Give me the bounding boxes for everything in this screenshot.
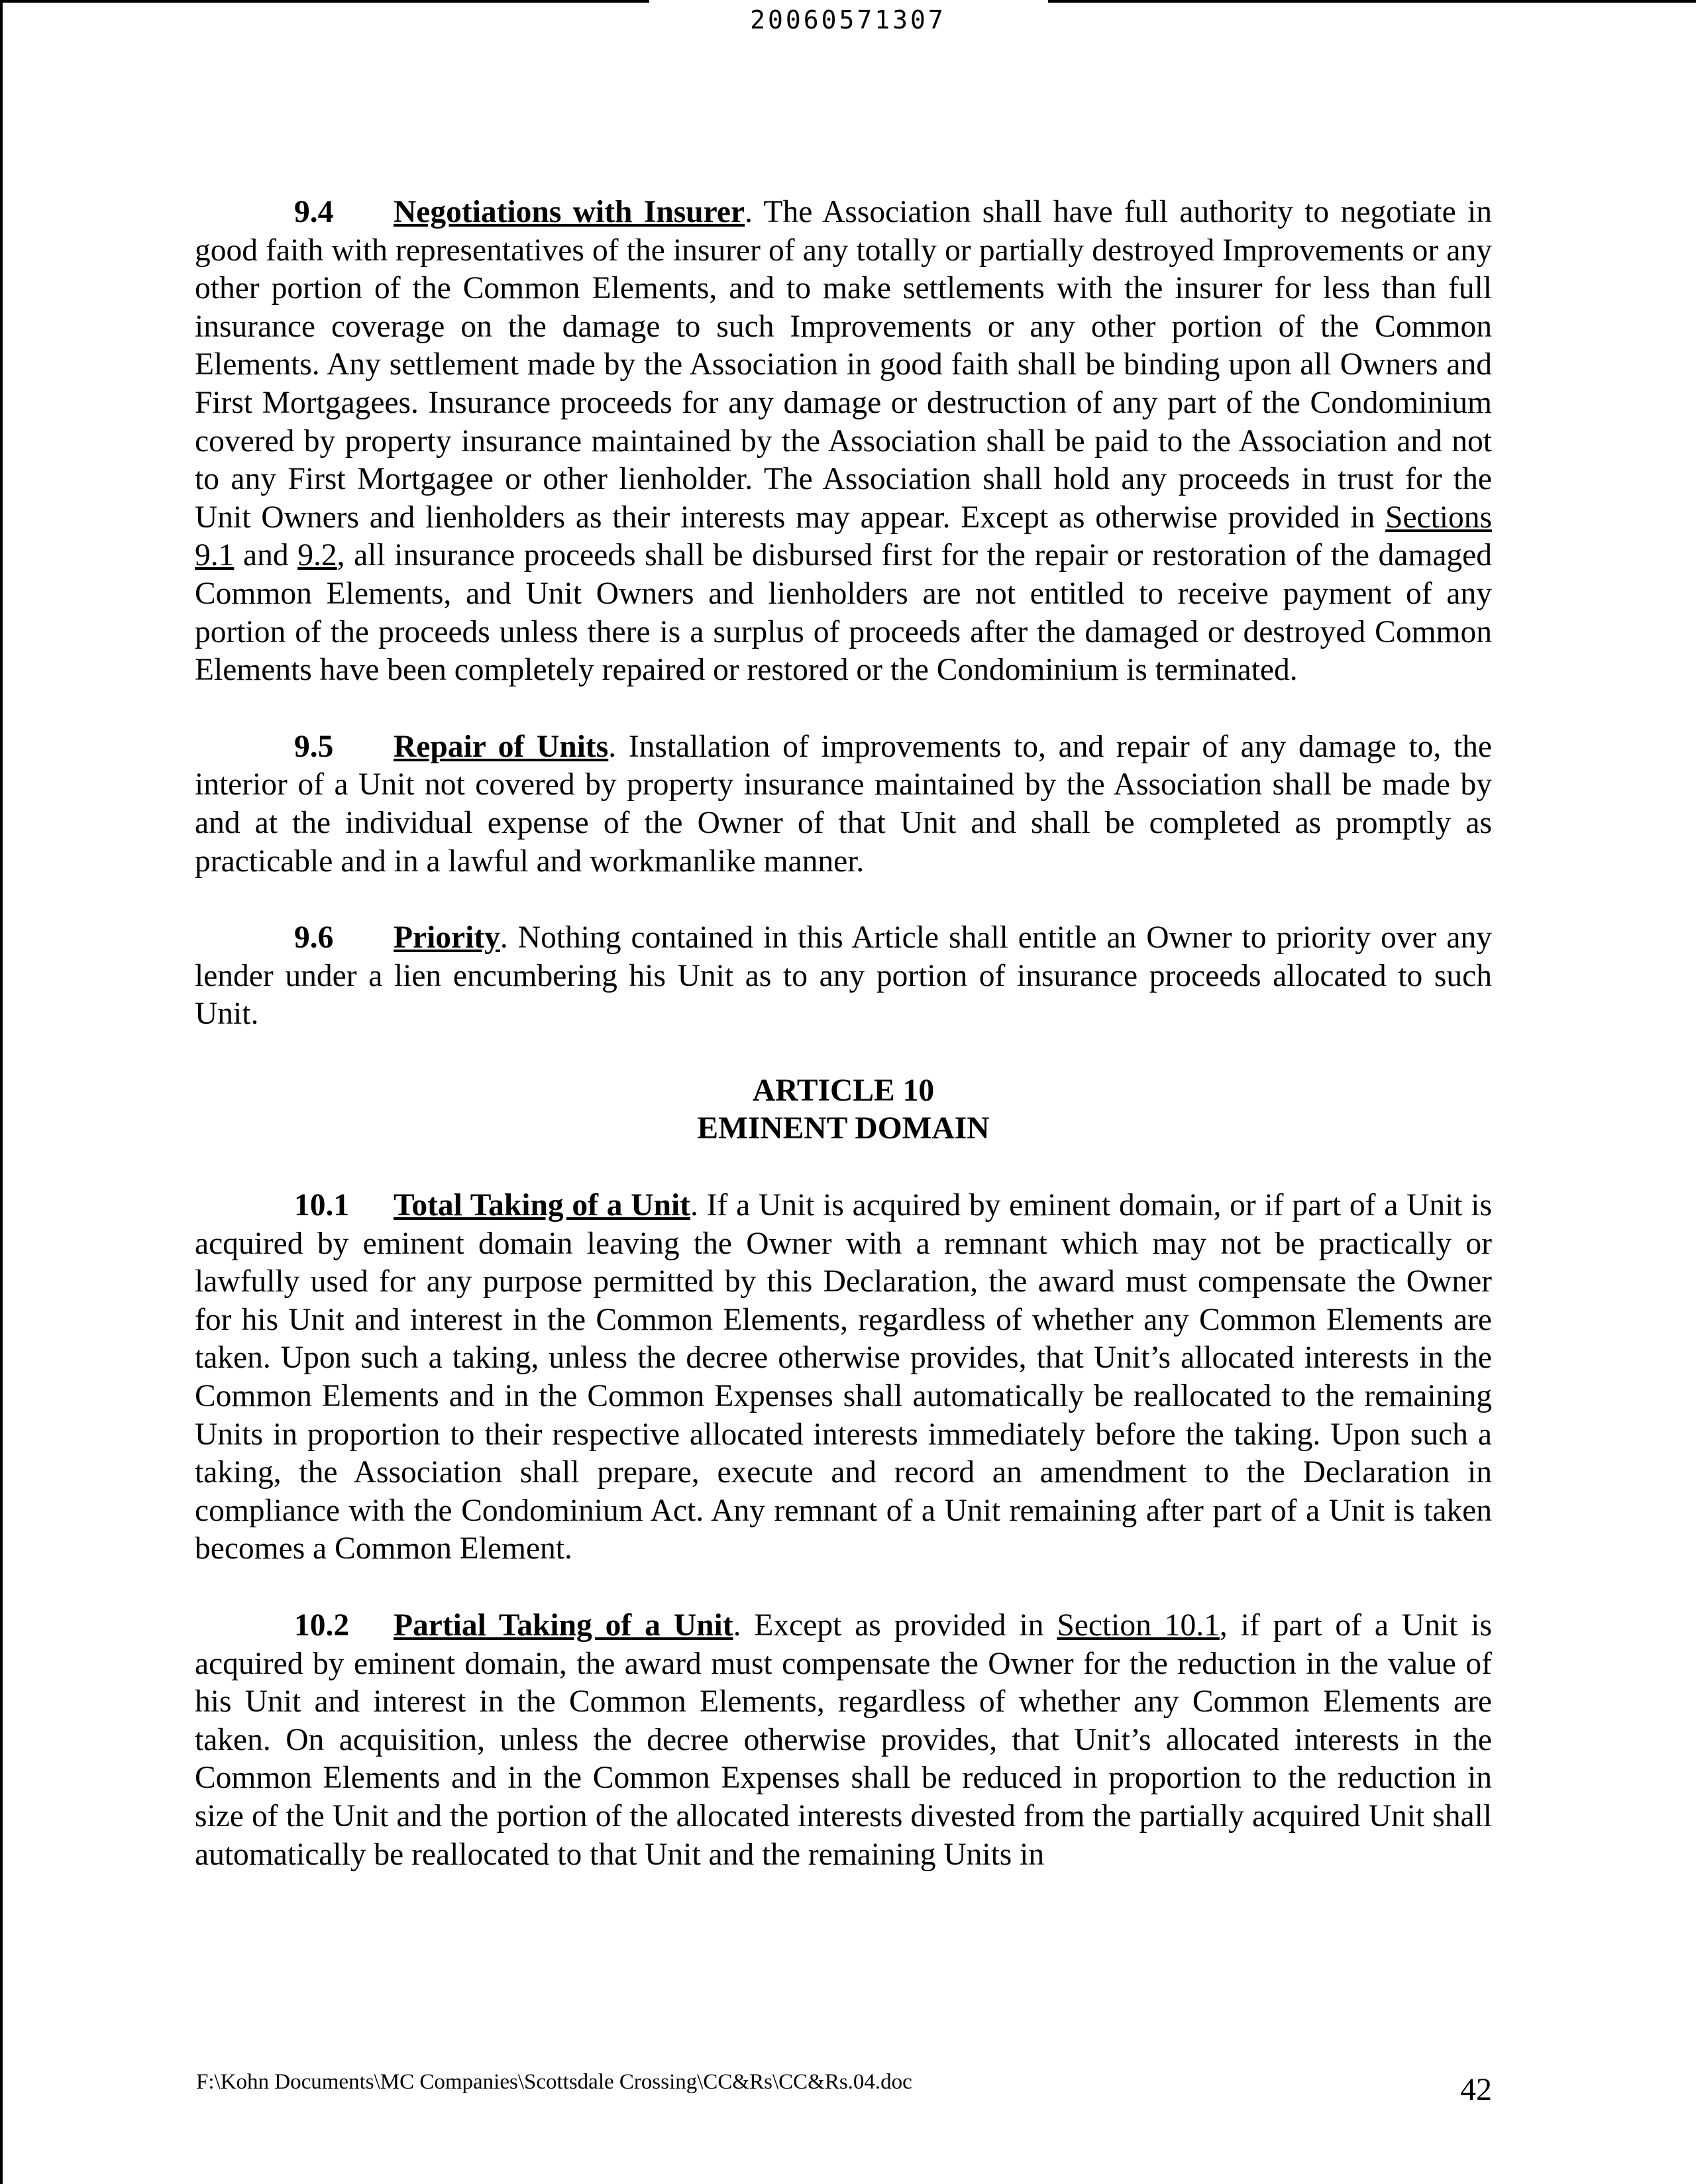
section-text: , all insurance proceeds shall be disbursed first for the repair or restoration of the damaged Common Elements, and Unit Owners and lienholders are not entitled to receive payment of any portion of the proceeds unless there is a surplus of proceeds after the damaged or destroyed Common Elements have been completely repaired or restored or the Condominium is terminated. xyxy=(195,538,1492,688)
section-reference: 9.2 xyxy=(297,538,337,573)
section-title: Partial Taking of a Unit xyxy=(394,1608,733,1643)
section-number: 9.4 xyxy=(294,195,334,229)
article-title: EMINENT DOMAIN xyxy=(697,1111,990,1146)
section-9-4 xyxy=(195,193,1492,690)
section-number: 9.5 xyxy=(294,729,334,764)
section-text: . Installation of improvements to, and repair of any damage to, the interior of a Unit not covered by property insurance maintained by the Association shall be made by and at the individual expense of the Owner of that Unit and shall be completed as promptly as practicable and in a lawful and workmanlike manner. xyxy=(195,729,1493,879)
section-title: Repair of Units xyxy=(394,729,609,764)
section-text: . The Association shall have full authority to negotiate in good faith with representatives of the insurer of any totally or partially destroyed Improvements or any other portion of the Common Elements, and to make settlements with the insurer for less than full insurance coverage on the damage to such Improvements or any other portion of the Common Elements. Any settlement made by the Association in good faith shall be binding upon all Owners and First Mortgagees. Insurance proceeds for any damage or destruction of any part of the Condominium covered by property insurance maintained by the Association shall be paid to the Association and not to any First Mortgagee or other lienholder. The Association shall hold any proceeds in trust for the Unit Owners and lienholders as their interests may appear. Except as otherwise provided in xyxy=(195,195,1493,535)
section-number: 9.6 xyxy=(294,920,334,956)
section-title: Negotiations with Insurer xyxy=(394,195,745,229)
section-reference: Sections 9.1 xyxy=(195,500,1492,573)
section-text: . If a Unit is acquired by eminent domain, or if part of a Unit is acquired by eminent domain leaving the Owner with a remnant which may not be practically or lawfully used for any purpose permitted by this Declaration, the award must compensate the Owner for his Unit and interest in the Common Elements, regardless of whether any Common Elements are taken. Upon such a taking, unless the decree otherwise provides, that Unit’s allocated interests in the Common Elements and in the Common Expenses shall automatically be reallocated to the remaining Units in proportion to their respective allocated interests immediately before the taking. Upon such a taking, the Association shall prepare, execute and record an amendment to the Declaration in compliance with the Condominium Act. Any remnant of a Unit remaining after part of a Unit is taken becomes a Common Element. xyxy=(195,1188,1492,1566)
footer-file-path: F:\Kohn Documents\MC Companies\Scottsdale Crossing\CC&Rs\CC&Rs.04.doc xyxy=(196,2070,912,2094)
top-border-right xyxy=(1048,0,1696,3)
section-number: 10.1 xyxy=(294,1188,350,1223)
left-border xyxy=(0,0,3,2184)
section-reference: Section 10.1 xyxy=(1057,1608,1220,1643)
section-text: , if part of a Unit is acquired by eminent domain, the award must compensate the Owner for the reduction in the value of his Unit and interest in the Common Elements, regardless of whether any Common Elements are taken. On acquisition, unless the decree otherwise provides, that Unit’s allocated interests in the Common Elements and in the Common Expenses shall be reduced in proportion to the reduction in size of the Unit and the portion of the allocated interests divested from the partially acquired Unit shall automatically be reallocated to that Unit and the remaining Units in xyxy=(195,1608,1492,1872)
section-9-6 xyxy=(195,919,1492,1034)
article-number: ARTICLE 10 xyxy=(752,1073,935,1108)
section-number: 10.2 xyxy=(294,1608,350,1643)
section-10-1 xyxy=(195,1187,1492,1568)
section-10-2 xyxy=(195,1607,1492,1874)
document-number: 20060571307 xyxy=(750,5,946,34)
top-border-left xyxy=(0,0,649,3)
section-title: Priority xyxy=(394,920,500,956)
section-text: and xyxy=(234,538,298,573)
section-text: . Nothing contained in this Article shall entitle an Owner to priority over any lender under a lien encumbering his Unit as to any portion of insurance proceeds allocated to such Unit. xyxy=(195,920,1492,1032)
section-text: . Except as provided in xyxy=(733,1608,1057,1643)
document-body xyxy=(195,193,1492,1912)
section-title: Total Taking of a Unit xyxy=(394,1188,690,1223)
article-heading xyxy=(195,1072,1492,1148)
section-9-5 xyxy=(195,728,1492,881)
page-number: 42 xyxy=(1460,2072,1492,2107)
